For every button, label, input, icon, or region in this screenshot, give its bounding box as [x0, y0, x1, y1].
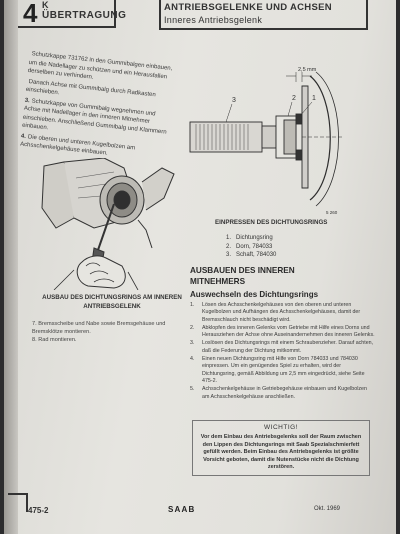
- left-paragraph: 3.Schutzkappe von Gummibalg wegnehmen und Achse mit Nadellager in den inneren Mitnehmer einschieben. Anschließend Gummibalg und Klammern einbauen.: [21, 97, 167, 136]
- seal-removal-illustration: [34, 158, 184, 290]
- warning-title: WICHTIG!: [264, 424, 298, 431]
- procedure-step: 2. Abklopfen des inneren Gelenks vom Getriebe mit Hilfe eines Dorns und Herausziehen der Achse ohne Auseinandernehmen des inneren Gelenks.: [190, 324, 375, 339]
- publication-date: Okt. 1969: [314, 506, 341, 512]
- left-steps: [32, 320, 182, 344]
- chapter-title-line-2: ÜBERTRAGUNG: [42, 10, 127, 21]
- dimension-label: 2,5 mm: [298, 67, 317, 73]
- section-title: ANTRIEBSGELENKE UND ACHSEN: [164, 2, 332, 13]
- procedure-step: 1. Lösen des Achsschenkelgehäuses von den oberen und unteren Kugelbolzen und Aufhängen des Achsschenkelgehäuses, damit der Bremsschlauch nicht beschädigt wird.: [190, 302, 361, 323]
- procedure-step: 5. Achsschenkelgehäuse in Getriebegehäuse einbauen und Kugelbolzen am Achsschenkelgehäuse anschließen.: [190, 386, 367, 400]
- page-number: 475-2: [28, 506, 49, 515]
- figure-legend: [226, 234, 276, 260]
- right-figure-caption: EINPRESSEN DES DICHTUNGSRINGS: [215, 219, 328, 226]
- callout-2: 2: [292, 95, 296, 102]
- chapter-title-line-1: K: [42, 0, 49, 10]
- footer-corner-box: [8, 493, 28, 512]
- legend-item: 2. Dorn, 784033: [226, 243, 273, 250]
- callout-1: 1: [312, 95, 316, 102]
- chapter-number: 4: [23, 0, 38, 28]
- left-figure-caption: AUSBAU DES DICHTUNGSRINGS AM INNEREN ANTRIEBSGELENK: [42, 294, 182, 310]
- procedure-steps: [190, 302, 375, 402]
- seal-pressing-drawing: [186, 66, 346, 216]
- left-paragraph: Danach Achse mit Gummibalg durch Radkasten einschieben.: [25, 78, 157, 98]
- section-heading: [190, 265, 295, 287]
- callout-3: 3: [232, 97, 236, 104]
- figure-code: 5 260: [326, 210, 338, 215]
- brand-logo: SAAB: [168, 505, 196, 514]
- left-step: 7. Bremsscheibe und Nabe sowie Bremsgehäuse und Bremsklötze montieren.: [32, 321, 166, 335]
- procedure-step: 4. Einen neuen Dichtungsring mit Hilfe von Dorn 784033 und 784030 einpressen. Um ein genügendes Spiel zu erhalten, wird der Dichtungsring, gemäß Abbildung um 2,5 mm eingedrückt, siehe Seite 475-2.: [190, 356, 365, 384]
- section-heading-line-2: MITNEHMERS: [190, 277, 246, 286]
- left-paragraph: 4.Die oberen und unteren Kugelbolzen am Achsschenkelgehäuse einbauen.: [19, 133, 136, 157]
- legend-item: 1. Dichtungsring: [226, 235, 273, 241]
- warning-text: Vor dem Einbau des Antriebsgelenks soll der Raum zwischen den Lippen des Dichtungsrings mit Saab Spezialschmierfett gefüllt werden. Beim Einbau des Antriebsgelenks ist größte Vorsicht geboten, damit die Nutenstücke nicht die Dichtung zerstören.: [200, 434, 362, 470]
- procedure-step: 3. Loslösen des Dichtungsrings mit einem Schraubenzieher. Darauf achten, daß die Federung der Dichtung mitkommt.: [190, 340, 374, 354]
- section-subtitle: Inneres Antriebsgelenk: [164, 15, 263, 25]
- section-heading-line-1: AUSBAUEN DES INNEREN: [190, 266, 295, 275]
- warning-box: [192, 420, 370, 476]
- page-binding-shadow: [4, 0, 18, 534]
- left-column-text: [19, 50, 177, 166]
- manual-page: [4, 0, 396, 534]
- left-step: 8. Rad montieren.: [32, 337, 77, 343]
- left-paragraph: Schutzkappe 731762 in den Gummibalgen einbauen, um die Nadellager zu schützen und ein Herausfallen derselben zu verhindern.: [27, 51, 173, 81]
- legend-item: 3. Schaft, 784030: [226, 252, 277, 258]
- section-subheading: Auswechseln des Dichtungsrings: [190, 290, 319, 299]
